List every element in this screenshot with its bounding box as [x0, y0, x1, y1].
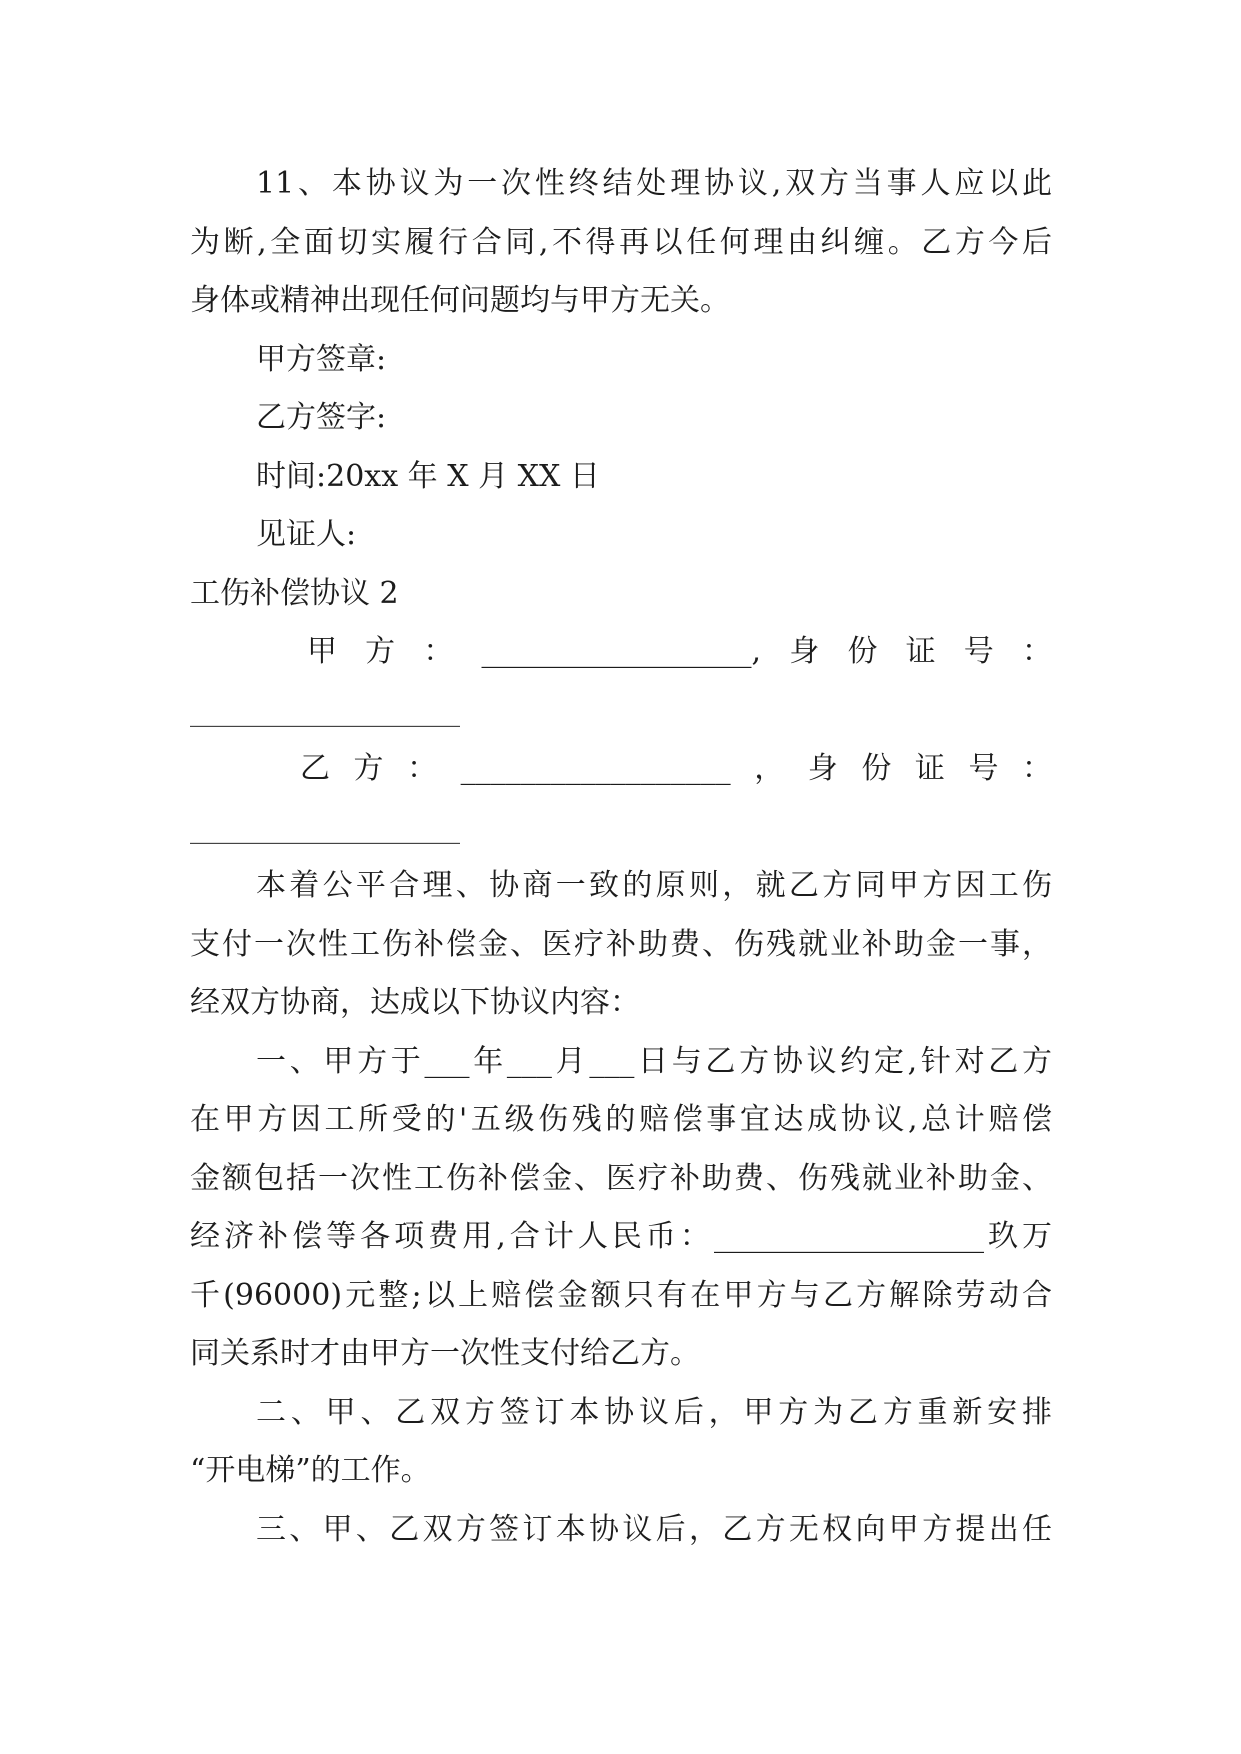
signing-date: 时间:20xx 年 X 月 XX 日 — [256, 458, 600, 494]
clause-2-line: “开电梯”的工作。 — [190, 1453, 431, 1488]
clause-1-line: 同关系时才由甲方一次性支付给乙方。 — [190, 1336, 700, 1371]
clause-11-line: 身体或精神出现任何问题均与甲方无关。 — [190, 283, 730, 318]
clause-1-line: 千(96000)元整;以上赔偿金额只有在甲方与乙方解除劳动合 — [190, 1277, 1052, 1313]
clause-1-line: 一、甲方于___年___月___日与乙方协议约定,针对乙方 — [256, 1043, 1052, 1079]
document-body — [190, 155, 1052, 1559]
clause-1-line: 在甲方因工所受的'五级伤残的赔偿事宜达成协议,总计赔偿 — [190, 1102, 1052, 1137]
signature-block — [190, 331, 1052, 565]
party-b-line: 乙方：__________________，身份证号： — [300, 751, 1052, 786]
agreement-title: 工伤补偿协议 2 — [190, 575, 399, 611]
party-a-line: 甲方：__________________,身份证号： — [307, 634, 1052, 669]
clause-3 — [190, 1501, 1052, 1560]
clause-11-line: 为断,全面切实履行合同,不得再以任何理由纠缠。乙方今后 — [190, 224, 1052, 260]
clause-3-line: 三、甲、乙双方签订本协议后，乙方无权向甲方提出任 — [256, 1511, 1052, 1547]
preamble-line: 经双方协商，达成以下协议内容： — [190, 985, 640, 1020]
clause-1-line: 金额包括一次性工伤补偿金、医疗补助费、伤残就业补助金、 — [190, 1160, 1052, 1196]
agreement-2 — [190, 565, 1052, 1560]
party-b-signature-label: 乙方签字: — [256, 400, 387, 435]
party-a-id-blank: __________________ — [190, 692, 460, 728]
clause-11 — [190, 155, 1052, 331]
clause-1-line: 经济补偿等各项费用,合计人民币：__________________玖万 — [190, 1219, 1052, 1254]
clause-1 — [190, 1033, 1052, 1384]
preamble-line: 本着公平合理、协商一致的原则，就乙方同甲方因工伤 — [256, 868, 1052, 903]
witness-label: 见证人: — [256, 517, 357, 552]
clause-2-line: 二、甲、乙双方签订本协议后，甲方为乙方重新安排 — [256, 1394, 1052, 1430]
party-b-id-blank: __________________ — [190, 809, 460, 845]
clause-11-line: 11、本协议为一次性终结处理协议,双方当事人应以此 — [256, 166, 1052, 201]
preamble — [190, 857, 1052, 1033]
clause-2 — [190, 1384, 1052, 1501]
preamble-line: 支付一次性工伤补偿金、医疗补助费、伤残就业补助金一事， — [190, 926, 1052, 962]
party-a-seal-label: 甲方签章: — [256, 341, 387, 377]
